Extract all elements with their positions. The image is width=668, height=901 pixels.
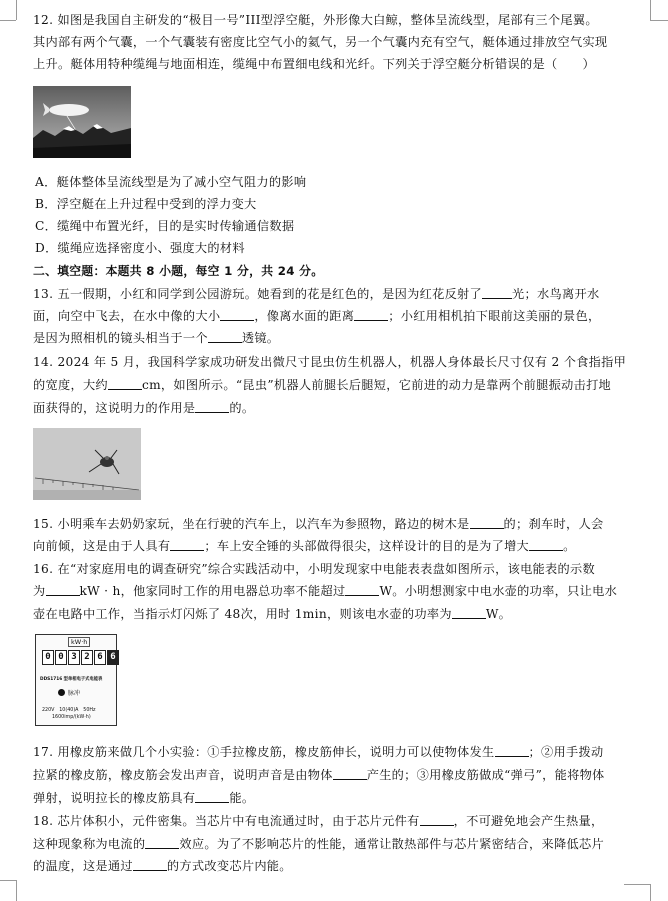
answer-blank[interactable] xyxy=(195,791,229,803)
q16-line-1: 16. 在“对家庭用电的调查研究”综合实践活动中，小明发现家中电能表表盘如图所示，该电能表的示数 xyxy=(33,562,595,576)
q14-line-1: 14. 2024 年 5 月，我国科学家成功研发出微尺寸昆虫仿生机器人，机器人身体最长尺寸仅有 2 个食指指甲 xyxy=(33,355,627,369)
answer-blank[interactable] xyxy=(470,517,504,529)
answer-blank[interactable] xyxy=(170,539,204,551)
q17-line-1 xyxy=(33,744,648,760)
answer-blank[interactable] xyxy=(420,814,454,826)
pulse-indicator-icon xyxy=(58,689,65,696)
q13-text-3b: 透镜。 xyxy=(241,331,280,345)
crop-mark-bottom-left-v xyxy=(16,880,17,901)
q18-line-3 xyxy=(33,858,648,874)
answer-blank[interactable] xyxy=(46,584,80,596)
crop-mark-top-left-h xyxy=(0,20,16,21)
meter-decimal-digit: 6 xyxy=(107,650,119,665)
answer-blank[interactable] xyxy=(345,584,379,596)
q14-text-2b: cm，如图所示。“昆虫”机器人前腿长后腿短，它前进的动力是靠两个前腿振动击打地 xyxy=(141,378,612,392)
q15-text-2a: 向前倾，这是由于人具有 xyxy=(33,539,171,553)
q16-text-3b: W。 xyxy=(485,607,512,621)
q14-text-3a: 面获得的，这说明力的作用是 xyxy=(33,401,196,415)
q12-line-1: 12. 如图是我国自主研发的“极目一号”III型浮空艇，外形像大白鲸，整体呈流线型，尾部有三个尾翼。 xyxy=(33,13,598,27)
q15-text-1a: 15. 小明乘车去奶奶家玩，坐在行驶的汽车上，以汽车为参照物，路边的树木是 xyxy=(33,517,470,531)
q16-text-2a: 为 xyxy=(33,584,46,598)
answer-blank[interactable] xyxy=(220,309,254,321)
answer-blank[interactable] xyxy=(133,859,167,871)
q13-line-1 xyxy=(33,286,648,302)
q14-line-3 xyxy=(33,400,648,416)
meter-pulse-label: 脉冲 xyxy=(68,690,81,697)
q12-option-c: C．缆绳中布置光纤，目的是实时传输通信数据 xyxy=(35,219,295,233)
crop-mark-top-right-h xyxy=(650,20,668,21)
q18-text-2b: 效应。为了不影响芯片的性能，通常让散热部件与芯片紧密结合，来降低芯片 xyxy=(179,837,604,851)
q15-text-2b: ；车上安全锤的头部做得很尖，这样设计的目的是为了增大 xyxy=(204,539,530,553)
q16-line-3 xyxy=(33,606,648,622)
q13-text-1a: 13. 五一假期，小红和同学到公园游玩。她看到的花是红色的，是因为红花反射了 xyxy=(33,287,483,301)
q13-text-2c: ；小红用相机拍下眼前这美丽的景色， xyxy=(388,309,601,323)
insect-robot-photo xyxy=(33,428,141,500)
q17-text-1a: 17. 用橡皮筋来做几个小实验：①手拉橡皮筋，橡皮筋伸长，说明力可以使物体发生 xyxy=(33,745,495,759)
q13-text-2a: 面，向空中飞去，在水中像的大小 xyxy=(33,309,221,323)
q18-line-2 xyxy=(33,836,648,852)
q12-option-d: D．缆绳应选择密度小、强度大的材料 xyxy=(35,241,245,255)
meter-spec-1: 220V 10(40)A 50Hz xyxy=(42,708,96,713)
q16-text-2c: W。小明想测家中电水壶的功率，只让电水 xyxy=(379,584,618,598)
meter-digit-row xyxy=(42,650,120,665)
meter-digit: 6 xyxy=(94,650,106,665)
q18-text-1b: ，不可避免地会产生热量， xyxy=(453,814,604,828)
airship-photo xyxy=(33,86,131,158)
q13-text-1b: 光；水鸟离开水 xyxy=(512,287,600,301)
q18-text-1a: 18. 芯片体积小，元件密集。当芯片中有电流通过时，由于芯片元件有 xyxy=(33,814,420,828)
q18-text-2a: 这种现象称为电流的 xyxy=(33,837,146,851)
q15-line-1 xyxy=(33,516,648,532)
answer-blank[interactable] xyxy=(354,309,388,321)
q18-text-3a: 的温度，这是通过 xyxy=(33,859,133,873)
meter-model-text: DDS1716 型单相电子式电能表 xyxy=(40,677,103,682)
q14-text-2a: 的宽度，大约 xyxy=(33,378,108,392)
q12-option-a: A．艇体整体呈流线型是为了减小空气阻力的影响 xyxy=(35,175,307,189)
answer-blank[interactable] xyxy=(195,401,229,413)
answer-blank[interactable] xyxy=(482,287,512,299)
answer-blank[interactable] xyxy=(333,768,367,780)
q17-line-3 xyxy=(33,790,648,806)
q12-line-2: 其内部有两个气囊，一个气囊装有密度比空气小的氦气，另一个气囊内充有空气，艇体通过排放空气实现 xyxy=(33,35,608,49)
q17-text-2a: 拉紧的橡皮筋，橡皮筋会发出声音，说明声音是由物体 xyxy=(33,768,333,782)
q17-text-2b: 产生的；③用橡皮筋做成“弹弓”，能将物体 xyxy=(366,768,605,782)
section-2-heading: 二、填空题：本题共 8 小题，每空 1 分，共 24 分。 xyxy=(33,264,324,278)
q12-option-b: B．浮空艇在上升过程中受到的浮力变大 xyxy=(35,197,257,211)
q15-text-2c: 。 xyxy=(563,539,576,553)
q18-text-3b: 的方式改变芯片内能。 xyxy=(166,859,292,873)
q14-text-3b: 的。 xyxy=(229,401,255,415)
q17-text-3b: 能。 xyxy=(229,791,255,805)
meter-digit: 0 xyxy=(55,650,67,665)
crop-mark-bottom-right-v xyxy=(650,884,651,901)
meter-digit: 3 xyxy=(68,650,80,665)
answer-blank[interactable] xyxy=(495,745,529,757)
answer-blank[interactable] xyxy=(108,378,142,390)
crop-mark-top-left-v xyxy=(16,0,17,20)
crop-mark-top-right-v xyxy=(650,0,651,20)
crop-mark-bottom-left-h xyxy=(0,880,16,881)
answer-blank[interactable] xyxy=(529,539,563,551)
q12-line-3: 上升。艇体用特种缆绳与地面相连，缆绳中布置细电线和光纤。下列关于浮空艇分析错误的是（ ） xyxy=(33,57,595,71)
meter-spec-2: 1600imp/(kW·h) xyxy=(52,715,91,720)
meter-pulse-row xyxy=(58,688,80,697)
q17-line-2 xyxy=(33,767,648,783)
q16-line-2 xyxy=(33,583,648,599)
q17-text-1b: ；②用手拨动 xyxy=(528,745,604,759)
q13-text-2b: ，像离水面的距离 xyxy=(254,309,355,323)
q13-line-3 xyxy=(33,330,648,346)
q13-line-2 xyxy=(33,308,648,324)
q16-text-2b: kW · h，他家同时工作的用电器总功率不能超过 xyxy=(79,584,346,598)
q17-text-3a: 弹射，说明拉长的橡皮筋具有 xyxy=(33,791,196,805)
meter-digit: 2 xyxy=(81,650,93,665)
q15-line-2 xyxy=(33,538,648,554)
q18-line-1 xyxy=(33,813,648,829)
q13-text-3a: 是因为照相机的镜头相当于一个 xyxy=(33,331,208,345)
answer-blank[interactable] xyxy=(145,837,179,849)
electric-meter-figure xyxy=(35,634,117,726)
crop-mark-bottom-right-h xyxy=(624,884,650,885)
answer-blank[interactable] xyxy=(452,607,486,619)
meter-digit: 0 xyxy=(42,650,54,665)
q16-text-3a: 壶在电路中工作，当指示灯闪烁了 48次，用时 1min，则该电水壶的功率为 xyxy=(33,607,452,621)
answer-blank[interactable] xyxy=(208,331,242,343)
q14-line-2 xyxy=(33,377,648,393)
q15-text-1b: 的；刹车时，人会 xyxy=(503,517,604,531)
meter-unit-label: kW·h xyxy=(68,637,90,647)
